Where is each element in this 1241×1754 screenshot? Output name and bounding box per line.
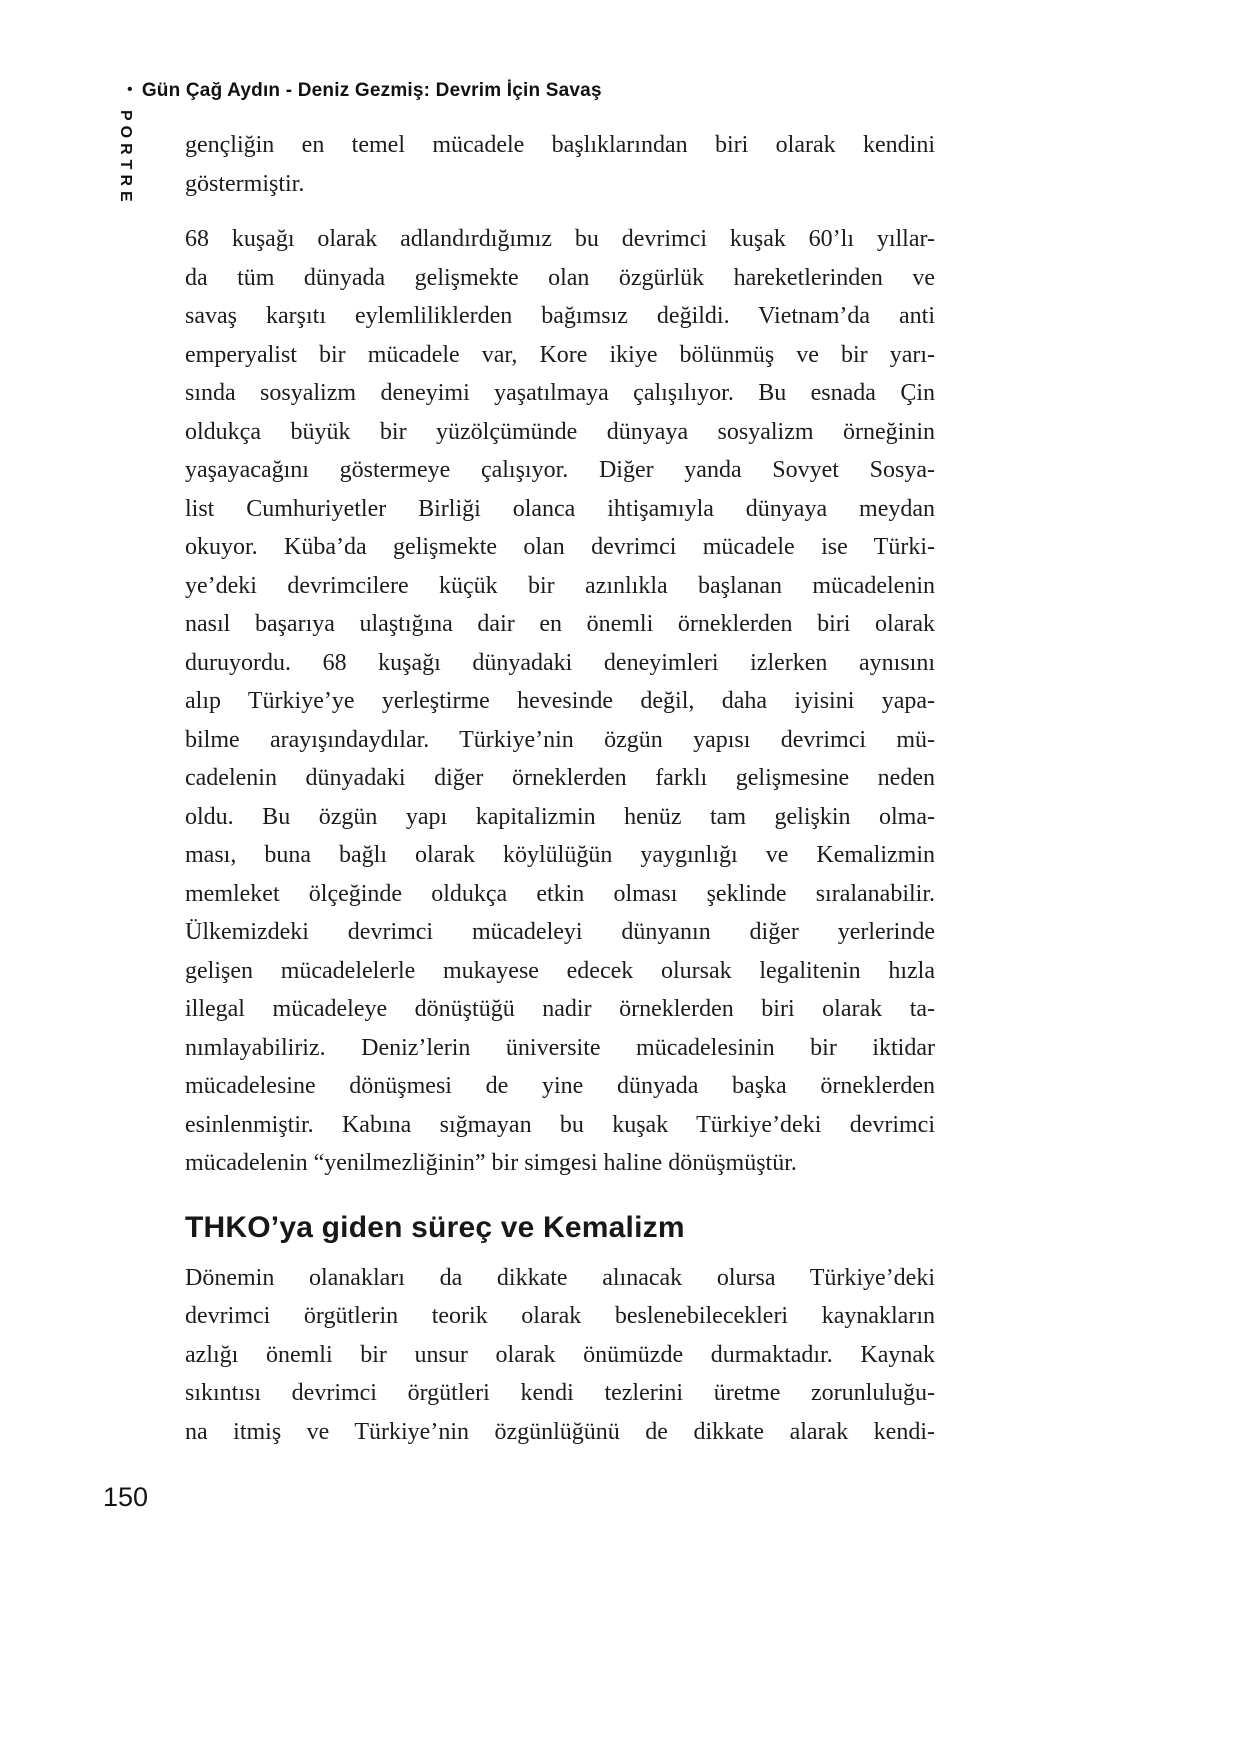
text-line: oldu. Bu özgün yapı kapitalizmin henüz tam gelişkin olma-: [185, 803, 935, 830]
page-number: 150: [103, 1482, 149, 1512]
header-bullet-icon: •: [127, 81, 133, 98]
text-line: savaş karşıtı eylemliliklerden bağımsız değildi. Vietnam’da anti: [185, 303, 935, 329]
text-line: illegal mücadeleye dönüştüğü nadir örneklerden biri olarak ta-: [185, 996, 935, 1022]
text-line: yaşayacağını göstermeye çalışıyor. Diğer yanda Sovyet Sosya-: [185, 457, 935, 483]
text-line: 68 kuşağı olarak adlandırdığımız bu devrimci kuşak 60’lı yıllar-: [185, 226, 935, 252]
text-line: nımlayabiliriz. Deniz’lerin üniversite mücadelesinin bir iktidar: [185, 1034, 935, 1061]
text-line: göstermiştir.: [185, 170, 305, 197]
header-book-title: Deniz Gezmiş: Devrim İçin Savaş: [297, 80, 602, 101]
text-line: emperyalist bir mücadele var, Kore ikiye bölünmüş ve bir yarı-: [185, 341, 935, 368]
text-line: Ülkemizdeki devrimci mücadeleyi dünyanın diğer yerlerinde: [185, 919, 935, 945]
text-line: gençliğin en temel mücadele başlıklarından biri olarak kendini: [185, 132, 935, 158]
text-line: ye’deki devrimcilere küçük bir azınlıkla başlanan mücadelenin: [185, 572, 935, 599]
paragraph: [185, 126, 935, 203]
text-line: bilme arayışındaydılar. Türkiye’nin özgün yapısı devrimci mü-: [185, 726, 935, 753]
section-label-portre: PORTRE: [117, 110, 134, 207]
text-line: ması, buna bağlı olarak köylülüğün yaygınlığı ve Kemalizmin: [185, 842, 935, 868]
text-line: alıp Türkiye’ye yerleştirme hevesinde değil, daha iyisini yapa-: [185, 688, 935, 714]
text-line: list Cumhuriyetler Birliği olanca ihtişamıyla dünyaya meydan: [185, 495, 935, 522]
header-author: Gün Çağ Aydın -: [141, 80, 298, 101]
paragraph: [185, 220, 935, 1183]
text-line: memleket ölçeğinde oldukça etkin olması şeklinde sıralanabilir.: [185, 880, 935, 907]
text-line: Dönemin olanakları da dikkate alınacak olursa Türkiye’deki: [185, 1264, 935, 1291]
text-line: sında sosyalizm deneyimi yaşatılmaya çalışılıyor. Bu esnada Çin: [185, 380, 935, 406]
header-text: [142, 80, 602, 102]
text-line: mücadelesine dönüşmesi de yine dünyada başka örneklerden: [185, 1073, 935, 1099]
running-header: [127, 80, 602, 102]
text-line: mücadelenin “yenilmezliğinin” bir simgesi haline dönüşmüştür.: [185, 1150, 797, 1176]
text-line: nasıl başarıya ulaştığına dair en önemli örneklerden biri olarak: [185, 611, 935, 637]
text-line: na itmiş ve Türkiye’nin özgünlüğünü de dikkate alarak kendi-: [185, 1418, 935, 1445]
text-line: duruyordu. 68 kuşağı dünyadaki deneyimleri izlerken aynısını: [185, 649, 935, 676]
text-line: okuyor. Küba’da gelişmekte olan devrimci mücadele ise Türki-: [185, 534, 935, 560]
text-line: azlığı önemli bir unsur olarak önümüzde durmaktadır. Kaynak: [185, 1341, 935, 1368]
text-line: cadelenin dünyadaki diğer örneklerden farklı gelişmesine neden: [185, 765, 935, 791]
text-line: devrimci örgütlerin teorik olarak beslenebilecekleri kaynakların: [185, 1303, 935, 1329]
text-line: sıkıntısı devrimci örgütleri kendi tezlerini üretme zorunluluğu-: [185, 1380, 935, 1406]
text-line: gelişen mücadelelerle mukayese edecek olursak legalitenin hızla: [185, 957, 935, 984]
text-line: esinlenmiştir. Kabına sığmayan bu kuşak Türkiye’deki devrimci: [185, 1111, 935, 1138]
body-text-column: [185, 126, 935, 1468]
text-line: da tüm dünyada gelişmekte olan özgürlük hareketlerinden ve: [185, 264, 935, 291]
section-heading: THKO’ya giden süreç ve Kemalizm: [185, 1210, 685, 1244]
paragraph: [185, 1259, 935, 1452]
text-line: oldukça büyük bir yüzölçümünde dünyaya sosyalizm örneğinin: [185, 418, 935, 445]
